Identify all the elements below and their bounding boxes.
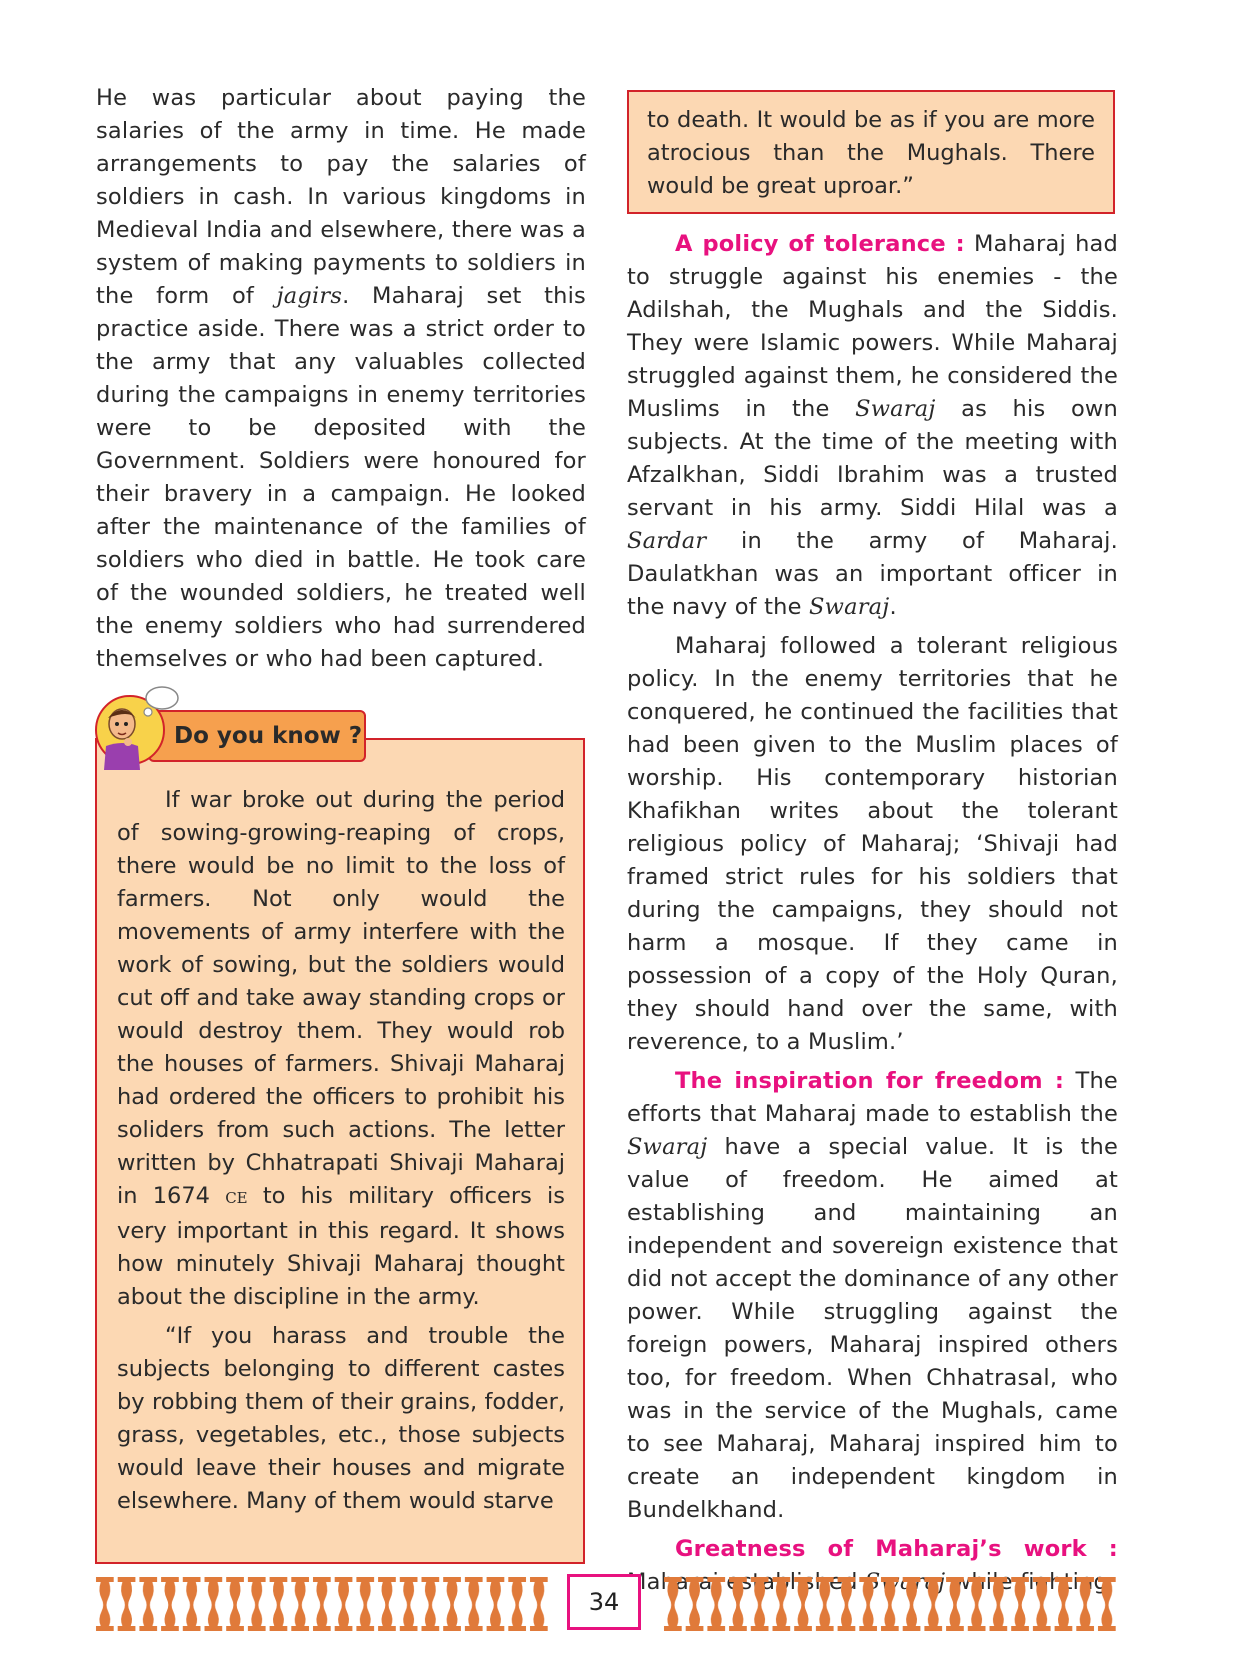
text-run: .	[889, 594, 897, 620]
paragraph-inspiration-for-freedom	[627, 1065, 1118, 1527]
italic-term: jagirs	[276, 283, 343, 309]
section-heading: A policy of tolerance :	[675, 231, 965, 257]
italic-term: Swaraj	[627, 1134, 708, 1160]
text-run: If war broke out during the period of sowing-growing-reaping of crops, there would be no limit to the loss of farmers. Not only would the movements of army interfere with the work of sowing, but the soldiers would cut off and take away standing crops or would destroy them. They would rob the houses of farmers. Shivaji Maharaj had ordered the officers to prohibit his soliders from such actions. The letter written by Chhatrapati Shivaji Maharaj in 1674	[117, 787, 565, 1209]
text-run: as his own subjects. At the time of the meeting with Afzalkhan, Siddi Ibrahim was a trusted servant in his army. Siddi Hilal was a	[627, 396, 1118, 521]
text-run: to his military officers is very important in this regard. It shows how minutely Shivaji Maharaj thought about the discipline in the army.	[117, 1183, 566, 1310]
era-abbreviation: CE	[225, 1189, 248, 1207]
text-run: Maharaj had to struggle against his enemies - the Adilshah, the Mughals and the Siddis. They were Islamic powers. While Maharaj struggled against them, he considered the Muslims in the	[627, 231, 1118, 422]
paragraph-policy-of-tolerance	[627, 228, 1118, 624]
text-run: have a special value. It is the value of freedom. He aimed at establishing and maintaining an independent and sovereign existence that did not accept the dominance of any other power. While struggling against the foreign powers, Maharaj inspired others too, for freedom. When Chhatrasal, who was in the service of the Mughals, came to see Maharaj, Maharaj inspired him to create an independent kingdom in Bundelkhand.	[627, 1134, 1118, 1523]
section-heading: Greatness of Maharaj’s work :	[675, 1536, 1118, 1562]
text-run: The efforts that Maharaj made to establish the	[627, 1068, 1118, 1127]
right-column	[627, 228, 1118, 1599]
decorative-border-right	[662, 1577, 1117, 1631]
text-run: . Maharaj set this practice aside. There was a strict order to the army that any valuables collected during the campaigns in enemy territories were to be deposited with the Government. Soldiers were honoured for their bravery in a campaign. He looked after the maintenance of the families of soldiers who died in battle. He took care of the wounded soldiers, he treated well the enemy soldiers who had surrendered themselves or who had been captured.	[96, 283, 586, 672]
italic-term: Swaraj	[809, 594, 890, 620]
do-you-know-box	[95, 738, 585, 1564]
do-you-know-quote-start: “If you harass and trouble the subjects belonging to different castes by robbing them of their grains, fodder, grass, vegetables, etc., those subjects would leave their houses and migrate elsewhere. Many of them would starve	[117, 1323, 565, 1514]
page-number: 34	[567, 1574, 641, 1630]
text-run: in the army of Maharaj. Daulatkhan was an important officer in the navy of the	[627, 528, 1118, 620]
italic-term: Sardar	[627, 528, 707, 554]
left-column	[96, 82, 586, 676]
do-you-know-paragraph-1	[117, 784, 565, 1314]
text-run: He was particular about paying the salaries of the army in time. He made arrangements to pay the salaries of soldiers in cash. In various kingdoms in Medieval India and elsewhere, there was a system of making payments to soldiers in the form of	[96, 85, 586, 309]
quote-text: to death. It would be as if you are more atrocious than the Mughals. There would be great uproar.”	[647, 107, 1095, 199]
italic-term: Swaraj	[855, 396, 936, 422]
do-you-know-label: Do you know ?	[148, 710, 366, 762]
section-heading: The inspiration for freedom :	[675, 1068, 1065, 1094]
paragraph-army-salaries	[96, 82, 586, 676]
decorative-border-left	[94, 1577, 549, 1631]
paragraph-religious-policy: Maharaj followed a tolerant religious policy. In the enemy territories that he conquered, he continued the facilities that had been given to the Muslim places of worship. His contemporary historian Khafikhan writes about the tolerant religious policy of Maharaj; ‘Shivaji had framed strict rules for his soldiers that during the campaigns, they should not harm a mosque. If they came in possession of a copy of the Holy Quran, they should hand over the same, with reverence, to a Muslim.’	[627, 633, 1118, 1055]
quote-continuation-box	[627, 90, 1115, 214]
thinking-child-icon	[78, 684, 188, 784]
